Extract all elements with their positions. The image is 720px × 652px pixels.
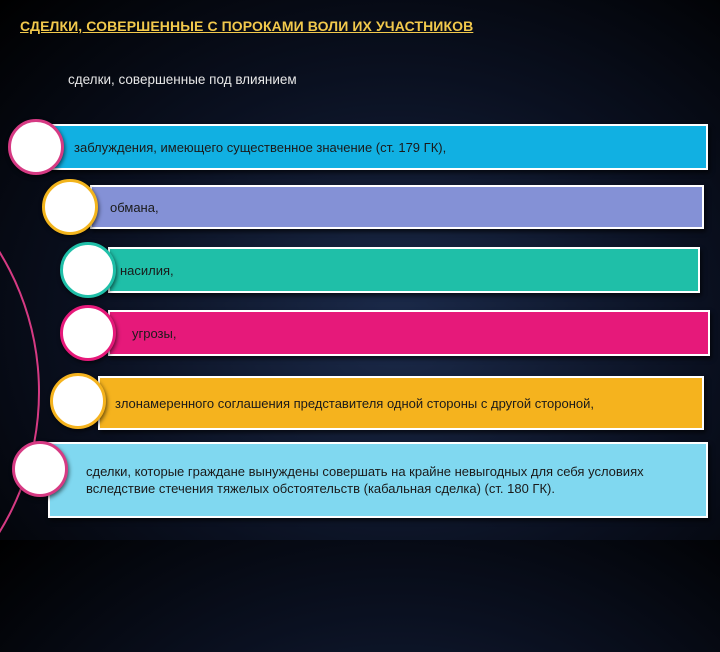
list-item-1 [50, 124, 708, 170]
list-item-6 [48, 442, 708, 518]
list-item-text: сделки, которые граждане вынуждены совершать на крайне невыгодных для себя условиях вследствие стечения тяжелых обстоятельств (кабальная сделка) (ст. 180 ГК). [86, 464, 644, 496]
list-item-text: заблуждения, имеющего существенное значение (ст. 179 ГК), [74, 139, 447, 155]
list-item-text: обмана, [110, 199, 159, 215]
list-item-3 [108, 247, 700, 293]
bullet-circle-icon [8, 119, 64, 175]
decorative-arc [0, 132, 40, 652]
list-item-text: угрозы, [132, 325, 177, 341]
bullet-circle-icon [42, 179, 98, 235]
bullet-circle-icon [60, 242, 116, 298]
list-item-text: насилия, [120, 262, 174, 278]
bullet-circle-icon [60, 305, 116, 361]
list-item-text: злонамеренного соглашения представителя одной стороны с другой стороной, [115, 395, 595, 411]
bullet-circle-icon [50, 373, 106, 429]
list-item-5 [98, 376, 704, 430]
list-item-2 [90, 185, 704, 229]
slide-subtitle: сделки, совершенные под влиянием [68, 72, 297, 87]
bullet-circle-icon [12, 441, 68, 497]
list-item-4 [108, 310, 710, 356]
slide-title: СДЕЛКИ, СОВЕРШЕННЫЕ С ПОРОКАМИ ВОЛИ ИХ УЧАСТНИКОВ [20, 18, 474, 34]
